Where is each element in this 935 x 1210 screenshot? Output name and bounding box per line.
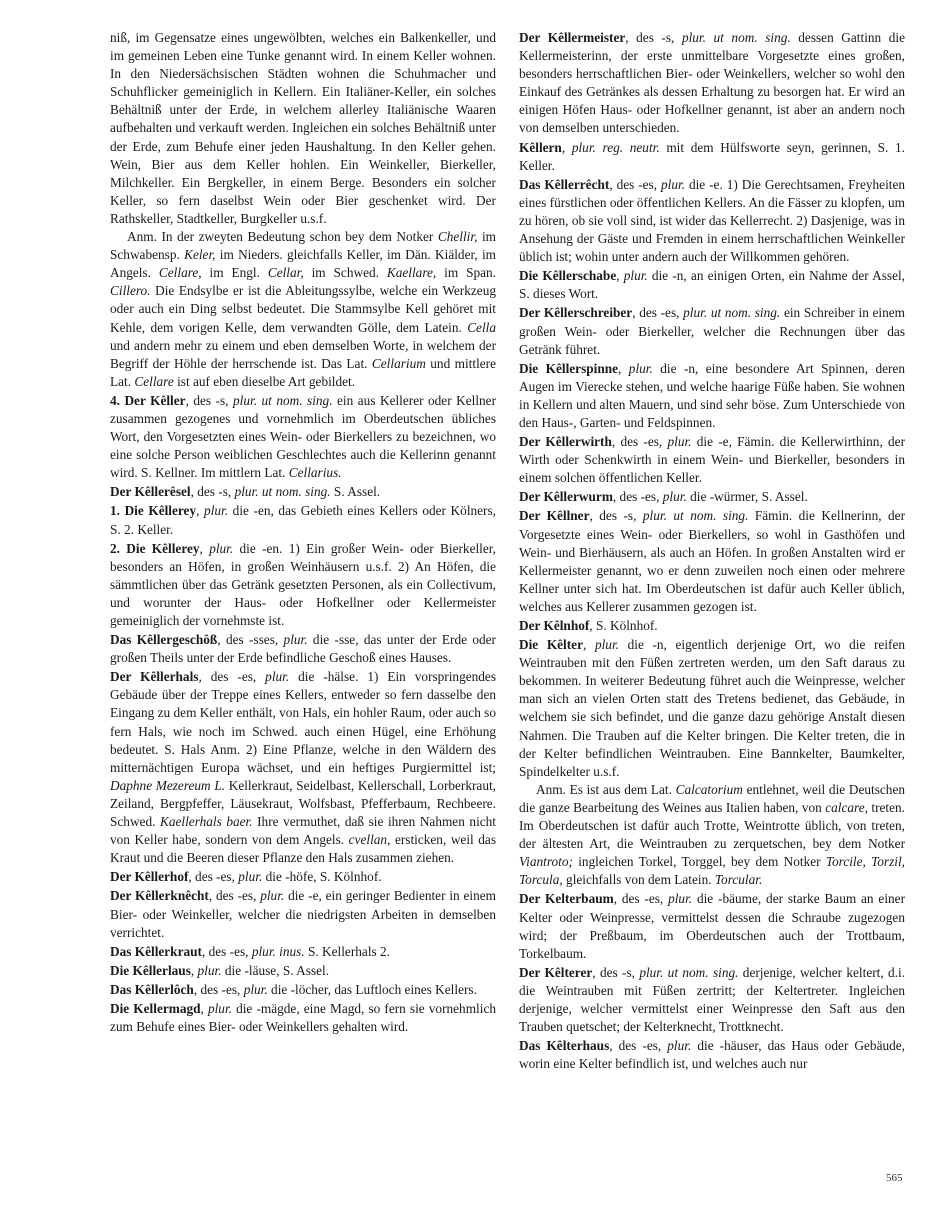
entry-text: die -löcher, das Luftloch eines Kellers. (267, 981, 477, 997)
dictionary-entry (519, 1037, 905, 1073)
italic-term: Calcatorium (675, 781, 743, 797)
right-column (519, 29, 905, 1073)
headword: Kêllern (519, 139, 562, 155)
dictionary-entry (110, 1000, 496, 1036)
headword: Der Kêllerwurm (519, 489, 613, 505)
entry-text: und mittlere Lat. (110, 355, 497, 389)
entry-text: die -e, ein geringer Bedienter in einem Bier- oder Weinkeller, welcher die niedrigsten Arbeiten in demselben verrichtet. (110, 888, 497, 940)
italic-term: Viantroto; (519, 854, 573, 870)
annotation-paragraph (519, 781, 905, 890)
entry-text: die -höfe, S. Kölnhof. (262, 869, 382, 885)
italic-term: plur. ut nom. sing. (683, 305, 781, 321)
entry-text: im Nieders. gleichfalls Keller, im Dän. Kiälder, im Angels. (110, 247, 496, 281)
entry-text: , des -es, (208, 888, 261, 904)
entry-text: die -bäume, der starke Baum an einer Kelter oder Weinpresse, vermittelst dessen die Schraube zugezogen wird; der Preßbaum, im Oberdeutschen auch der Trottbaum, Torkelbaum. (519, 891, 905, 961)
italic-term: Cella (467, 319, 496, 335)
italic-term: plur. (283, 632, 308, 648)
entry-text: Die Endsylbe er ist die Ableitungssylbe, welche ein Werkzeug oder auch ein Ding selbst bedeutet. Die Stammsylbe Kell gehöret mit Kehle, dem vorigen Kelle, dem verwandten Gölle, dem Latein. (110, 283, 496, 335)
entry-text: , des -s, (589, 508, 643, 524)
dictionary-entry (519, 433, 905, 487)
italic-term: plur. (623, 268, 648, 284)
dictionary-entry (110, 668, 496, 867)
headword: Das Kêllerkraut (110, 943, 202, 959)
italic-term: plur. ut nom. sing. (639, 964, 739, 980)
entry-text: S. Kellerhals 2. (304, 943, 390, 959)
entry-text: im Engl. (201, 265, 268, 281)
italic-term: Cellar, (267, 265, 304, 281)
dictionary-entry (110, 540, 496, 630)
italic-term: Keler, (184, 247, 216, 263)
italic-term: plur. (667, 434, 692, 450)
italic-term: plur. (628, 360, 653, 376)
entry-text: , des -es, (198, 669, 266, 685)
dictionary-entry (110, 962, 496, 980)
italic-term: plur. (204, 503, 229, 519)
entry-text: , des -es, (611, 434, 668, 450)
dictionary-entry (519, 29, 905, 138)
headword: Die Kêllerspinne (519, 360, 619, 376)
italic-term: cvellan, (348, 832, 391, 848)
entry-text: Ihre vermuthet, daß sie ihren Nahmen nicht von Keller habe, sondern von dem Angels. (110, 814, 497, 848)
entry-text: die -läuse, S. Assel. (221, 962, 330, 978)
dictionary-entry (110, 887, 496, 941)
headword: Der Kêlterer (519, 964, 593, 980)
headword: Der Kêllerêsel (110, 484, 191, 500)
entry-text: gleichfalls von dem Latein. (562, 872, 715, 888)
entry-text: , des -s, (592, 964, 640, 980)
entry-text: im Schwabensp. (110, 229, 496, 263)
italic-term: Cellare, (158, 265, 202, 281)
entry-text: und andern mehr zu einem und eben demselben Worte, in welchem der Begriff der Höhle der herrschende ist. Das Lat. (110, 337, 496, 371)
entry-text: , des -s, (190, 484, 235, 500)
headword: Das Kêllergeschôß (110, 632, 218, 648)
dictionary-entry (519, 964, 905, 1036)
annotation-paragraph (110, 228, 496, 391)
entry-text: die -hälse. 1) Ein vorspringendes Gebäude über der Treppe eines Kellers, entweder so fern dasselbe den Eingang zu dem Keller enthält, von Hals, ein hohler Raum, oder auch so fern Hals, wie noch im Schwed. auch einen Hügel, eine Erhöhung bedeutet. S. Hals Anm. 2) Eine Pflanze, welche in den Wäldern des mitternächtigen Europa wächset, und ein heftiges Purgiermittel ist; (110, 669, 496, 775)
headword: Die Kêlter (519, 637, 583, 653)
dictionary-entry (110, 392, 496, 482)
dictionary-entry (519, 176, 905, 266)
entry-text: die -e. 1) Die Gerechtsamen, Freyheiten eines fürstlichen oder öffentlichen Kellers. An die Fässer zu klopfen, um zu hören, ob sie voll sind, ist wider das Kellerrecht. 2) Dasjenige, was in Ansehung der Gäste und Fremden in einem herrschaftlichen Weinkeller üblich ist; wohin unter andern auch der Willkommen gehören. (519, 176, 906, 265)
entry-text: die -häuser, das Haus oder Gebäude, worin eine Kelter befindlich ist, und welches auch nur (519, 1038, 905, 1072)
dictionary-entry (519, 360, 905, 432)
entry-text: , (200, 1000, 208, 1016)
entry-text: die -e, Fämin. die Kellerwirthinn, der Wirth oder Schenkwirth in einem Wein- und Bierkeller, besonders in einem solchen öffentlichen Keller. (519, 434, 905, 486)
italic-term: Torcile, Torzil, Torcula, (519, 854, 905, 888)
italic-term: plur. (260, 888, 285, 904)
headword: Die Kellermagd (110, 1000, 201, 1016)
entry-text: S. Assel. (330, 484, 381, 500)
italic-term: Kaellerhals baer. (159, 814, 253, 830)
italic-term: plur. ut nom. sing. (234, 484, 331, 500)
entry-text: die -en, das Gebieth eines Kellers oder Kölners, S. 2. Keller. (110, 503, 496, 537)
entry-text: , (561, 139, 572, 155)
entry-text: die -würmer, S. Assel. (686, 489, 808, 505)
headword: Der Kêllerschreiber (519, 305, 633, 321)
dictionary-entry (110, 981, 496, 999)
italic-term: Daphne Mezereum L. (110, 777, 226, 793)
headword: Der Kêllerwirth (519, 434, 612, 450)
entry-text: , (190, 962, 198, 978)
headword: 2. Die Kêllerey (110, 540, 200, 556)
headword: 1. Die Kêllerey (110, 503, 197, 519)
entry-text: , des -es, (193, 981, 244, 997)
dictionary-entry (519, 617, 905, 635)
italic-term: plur. (265, 669, 290, 685)
text-paragraph (110, 29, 496, 228)
entry-text: ersticken, weil das Kraut und die Beeren dieser Pflanze den Hals zusammen ziehen. (110, 832, 496, 866)
headword: Die Kêllerlaus (110, 962, 191, 978)
entry-text: die -mägde, eine Magd, so fern sie vornehmlich zum Behufe eines Bier- oder Weinkellers gehalten wird. (110, 1000, 496, 1035)
italic-term: plur. (209, 540, 234, 556)
dictionary-entry (519, 636, 905, 781)
entry-text: , des -sses, (217, 632, 284, 648)
italic-term: plur. (594, 637, 619, 653)
entry-text: , (196, 503, 205, 519)
entry-text: Fämin. die Kellnerinn, der Vorgesetzte eines Wein- oder Bierkellers, so wohl in Gasthöfen und Wein- und Bierhäusern, als auch an Höfen. In großen Anstalten wird er Kellermeister genannt, wo er denn zuweilen noch einen oder mehrere Kellner unter sich hat. Im Oberdeutschen ist dafür auch Keller üblich, welches aus Kellerer zusammen gezogen ist. (519, 508, 906, 614)
entry-text: Kellerkraut, Seidelbast, Kellerschall, Lorberkraut, Zeiland, Bergpfeffer, Läusekraut, Wolfsbast, Pfefferbaum, Rechbeere. Schwed. (110, 777, 496, 830)
dictionary-entry (110, 868, 496, 886)
entry-text: ein Schreiber in einem großen Wein- oder Bierkeller, welcher die Rechnungen über das Getränk führet. (519, 305, 906, 357)
entry-text: , des -es, (609, 1038, 668, 1054)
italic-term: plur. (207, 1000, 232, 1016)
italic-term: Torcular. (714, 872, 763, 888)
headword: Der Kêllermeister (519, 30, 626, 45)
entry-text: ist auf eben dieselbe Art gebildet. (173, 373, 356, 389)
italic-term: Cellarium (371, 355, 426, 371)
entry-text: , des -es, (188, 869, 239, 885)
headword: Der Kêllner (519, 508, 590, 524)
entry-text: , (616, 268, 624, 284)
dictionary-entry (519, 267, 905, 303)
entry-text: die -en. 1) Ein großer Wein- oder Bierkeller, besonders an Höfen, in großen Weinhäusern u.s.f. 2) An Höfen, die sämmtlichen über das Getränk gesetzten Personen, als ein Collectivum, und worunter der Haus- oder Hofkellner oder Kellermeister gemeiniglich der vornehmste ist. (110, 540, 496, 628)
headword: 4. Der Kêller (110, 392, 186, 408)
italic-term: Cellarius. (288, 465, 342, 481)
dictionary-entry (519, 304, 905, 358)
entry-text: die -n, an einigen Orten, ein Nahme der Assel, S. dieses Wort. (519, 268, 905, 302)
entry-text: die -n, eine besondere Art Spinnen, deren Augen im Vierecke stehen, und welche haarige Füße haben. Sie wohnen in Kellern und alten Mauern, und sind sehr böse. Zum Unterschiede von den Haus-, Garten- und Feldspinnen. (519, 360, 905, 430)
entry-text: , (583, 637, 595, 653)
italic-term: plur. (243, 981, 268, 997)
headword: Das Kêllerrêcht (519, 176, 610, 192)
italic-term: Chellir, (437, 229, 478, 245)
headword: Der Kêllerhof (110, 869, 189, 885)
dictionary-entry (519, 488, 905, 506)
italic-term: plur. (662, 489, 687, 505)
italic-term: plur. (661, 176, 686, 192)
left-column (110, 29, 496, 1036)
italic-term: plur. (668, 891, 693, 907)
dictionary-entry (110, 502, 496, 538)
headword: Der Kêllerhals (110, 669, 199, 685)
headword: Der Kêllerknêcht (110, 888, 209, 904)
page-number: 565 (886, 1172, 903, 1184)
entry-text: Anm. In der zweyten Bedeutung schon bey dem Notker (127, 229, 438, 245)
italic-term: Cellare (134, 373, 174, 389)
italic-term: plur. ut nom. sing. (681, 30, 791, 45)
headword: Die Kêllerschabe (519, 268, 617, 284)
entry-text: niß, im Gegensatze eines ungewölbten, welches ein Balkenkeller, und im gemeinen Leben eine Tunke genannt wird. In einem Keller wohnen. In den Niedersächsischen Städten wohnen die Schuhmacher und Schuhflicker gemeiniglich in Kellern. Ein Italiäner-Keller, ein solches Behältniß unter der Erde, in welchem allerley Italiänische Waaren aufbehalten und verkauft werden. Ingleichen ein solches Behältniß unter der Erde, zum Behufe einer jeden Haushaltung. In den Keller gehen. Wein, Bier aus dem Keller hohlen. Ein Weinkeller, Bierkeller, Milchkeller. Ein Bergkeller, in einem Berge. Besonders ein solcher Keller, so fern daselbst Wein oder Bier geschenket wird. Der Rathskeller, Stadtkeller, Burgkeller u.s.f. (110, 30, 496, 226)
entry-text: , S. Kölnhof. (589, 618, 658, 633)
entry-text: , des -es, (632, 305, 684, 321)
entry-text: treten. Im Oberdeutschen ist dafür auch Trotte, Weintrotte üblich, von treten, der ältesten Art, die Weintrauben zu zerquetschen, bey dem Notker (519, 799, 905, 852)
entry-text: im Span. (436, 265, 497, 281)
headword: Das Kêlterhaus (519, 1038, 610, 1054)
dictionary-entry (519, 507, 905, 616)
headword: Das Kêllerlôch (110, 981, 194, 997)
italic-term: plur. ut nom. sing. (233, 392, 333, 408)
italic-term: plur. (197, 962, 222, 978)
entry-text: die -n, eigentlich derjenige Ort, wo die reifen Weintrauben mit den Füßen zertreten werden, um den Saft daraus zu bekommen. In weiterer Bedeutung führet auch die Weinpresse, welcher man sich an vielen Orten statt des Tretens bedienet, das Gebäude, in welchem sie sich befindet, und die ganze dazu gehörige Anstalt diesen Nahmen. Die Trauben auf die Kelter bringen. Die Kelter treten, die in der Kelter befindlichen Weintrauben. Eine Bannkelter, Baumkelter, Spindelkelter u.s.f. (519, 637, 906, 779)
entry-text: , des -s, (185, 392, 233, 408)
entry-text: , (199, 540, 210, 556)
entry-text: , des -es, (201, 943, 252, 959)
italic-term: plur. (667, 1038, 692, 1054)
entry-text: Anm. Es ist aus dem Lat. (536, 781, 676, 797)
dictionary-entry (110, 483, 496, 501)
italic-term: plur. inus. (251, 943, 305, 959)
dictionary-entry (110, 631, 496, 667)
italic-term: plur. ut nom. sing. (642, 508, 749, 524)
italic-term: plur. reg. neutr. (571, 139, 660, 155)
entry-text: entlehnet, weil die Deutschen die ganze Bearbeitung des Weines aus Italien haben, von (519, 781, 905, 815)
entry-text: , des -es, (609, 176, 661, 192)
entry-text: ingleichen Torkel, Torggel, bey dem Notker (572, 854, 826, 870)
italic-term: Kaellare, (386, 265, 437, 281)
entry-text: , des -s, (625, 30, 682, 45)
entry-text: im Schwed. (303, 265, 387, 281)
entry-text: ein aus Kellerer oder Kellner zusammen gezogenes und vornehmlich im Oberdeutschen übliches Wort, den Vorgesetzten eines Wein- oder Bierkellers zu bezeichnen, wo eine solche Person weiblichen Geschlechtes auch die Kellerinn genannt wird. S. Kellner. Im mittlern Lat. (110, 392, 496, 481)
entry-text: derjenige, welcher keltert, d.i. die Weintrauben mit Füßen zertritt; der Keltertreter. Ingleichen derjenige, welcher vermittelst einer Weinpresse den Saft aus den Trauben quetschet; der Kelterknecht, Trottknecht. (519, 964, 906, 1035)
headword: Der Kelterbaum (519, 891, 614, 907)
dictionary-entry (519, 139, 905, 175)
entry-text: , des -es, (612, 489, 663, 505)
entry-text: dessen Gattinn die Kellermeisterinn, der erste unmittelbare Vorgesetzte eines großen, besonders herrschaftlichen Bier- oder Weinkellers, welcher so wohl den Einkauf des Getränkes als dessen Erhaltung zu besorgen hat. Er wird an einigen Höfen Haus- oder Hofkellner genannt, ist aber an andern noch von demselben unterschieden. (519, 30, 905, 136)
headword: Der Kêlnhof (519, 618, 590, 633)
entry-text: mit dem Hülfsworte seyn, gerinnen, S. 1. Keller. (519, 139, 906, 173)
entry-text: , (618, 360, 629, 376)
italic-term: plur. (238, 869, 263, 885)
entry-text: die -sse, das unter der Erde oder großen Theils unter der Erde befindliche Geschoß eines Hauses. (110, 632, 496, 666)
italic-term: calcare, (825, 799, 868, 815)
italic-term: Cillero. (110, 283, 151, 299)
entry-text: , des -es, (613, 891, 669, 907)
dictionary-entry (110, 943, 496, 961)
dictionary-entry (519, 890, 905, 962)
